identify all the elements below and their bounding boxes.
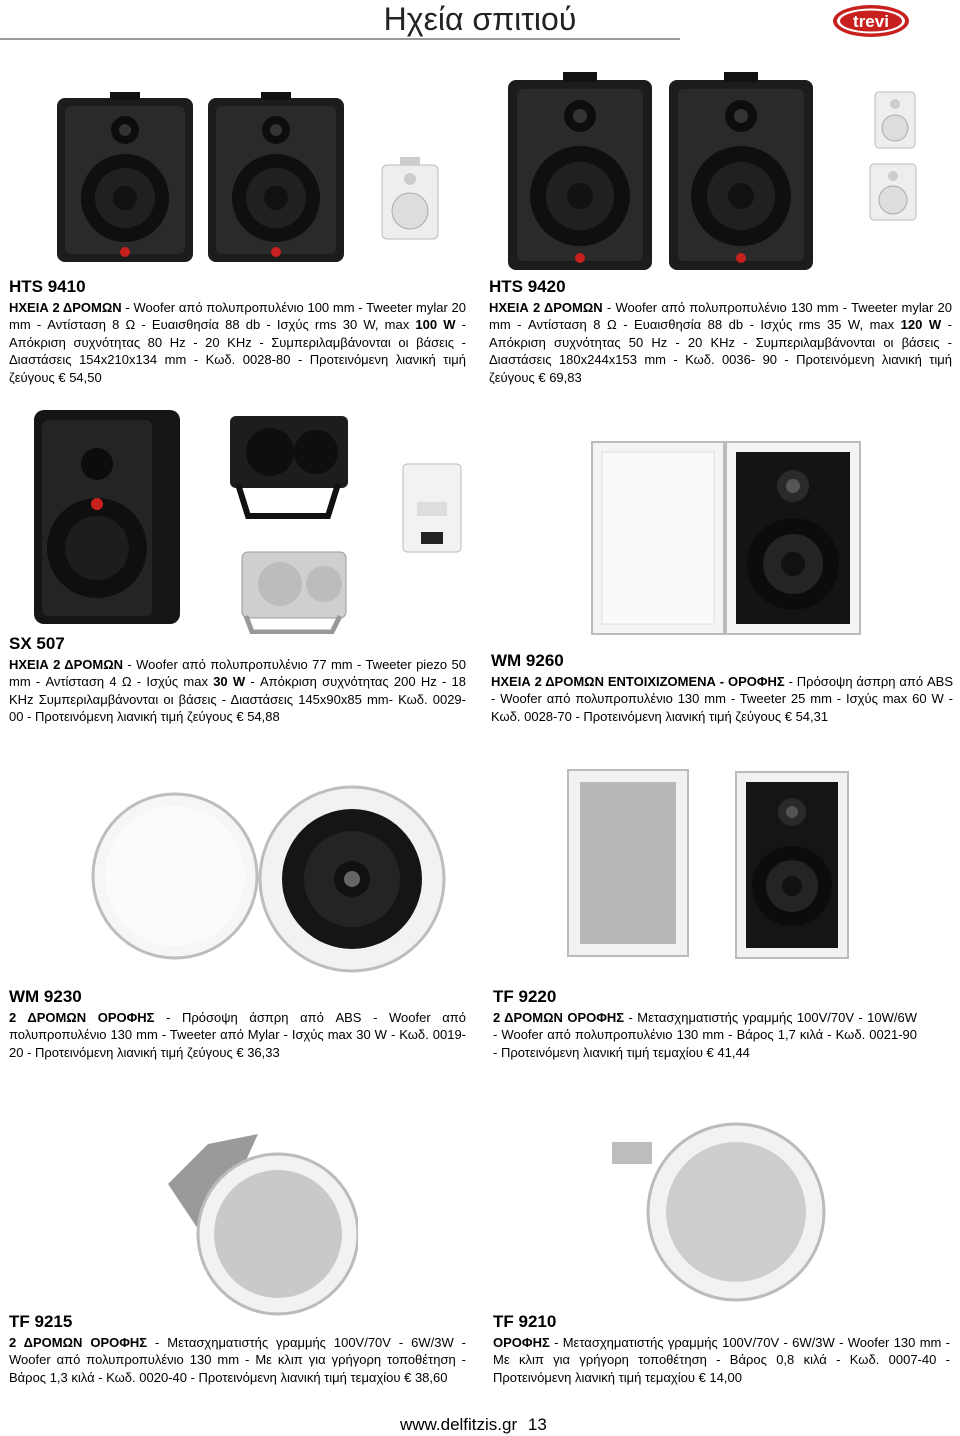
product-text: - Woofer από πολυπροπυλένιο 77 mm - Tweeter piezo 50 mm - Αντίσταση 4 Ω - Ισχύς max [9,657,467,690]
footer-url[interactable]: www.delfitzis.gr [400,1415,518,1434]
wm9230-description [9,987,466,1061]
tf9220-grille-image [566,768,690,958]
sx507-description [9,634,466,726]
page-title: Ηχεία σπιτιού [383,1,577,37]
hts9410-black-speaker-image-2 [206,92,346,264]
model-name: HTS 9420 [489,277,566,296]
page-header [0,0,960,40]
tf9220-speaker-image [734,770,850,960]
model-name: SX 507 [9,634,65,653]
hts9420-white-speaker-image-2 [866,160,922,222]
product-text: - Μετασχηματιστής γραμμής 100V/70V - 6W/3W - Woofer από πολυπροπυλένιο 130 mm - Με κλιπ για γρήγορη τοποθέτηση - Βάρος 1,3 κιλά - Κωδ. 0020-40 - Προτεινόμενη λιανική τιμή τεμαχίου € 38,60 [9,1335,466,1385]
product-text: - Πρόσοψη άσπρη από ABS - Woofer από πολυπροπυλένιο 130 mm - Tweeter από Mylar - Ισχύς max 30 W - Κωδ. 0019-20 - Προτεινόμενη λιανική τιμή ζεύγους € 36,33 [9,1010,466,1060]
model-name: WM 9230 [9,987,82,1006]
product-text-2: - Απόκριση συχνότητας 200 Hz - 18 KHz Συμπεριλαμβάνονται οι βάσεις - Διαστάσεις 145x90x85 mm- Κωδ. 0029-00 - Προτεινόμενη λιανική τιμή ζεύγους € 54,88 [9,674,466,725]
product-text: - Μετασχηματιστής γραμμής 100V/70V - 6W/3W - Woofer 130 mm - Με κλιπ για γρήγορη τοποθέτηση - Βάρος 0,8 κιλά - Κωδ. 0007-40 - Προτεινόμενη λιανική τιμή τεμαχίου € 14,00 [493,1335,950,1385]
sx507-black-speaker-image [32,408,182,626]
product-text: - Μετασχηματιστής γραμμής 100V/70V - 10W/6W - Woofer από πολυπροπυλένιο 130 mm - Βάρος 1,7 κιλά - Κωδ. 0021-90 - Προτεινόμενη λιανική τιμή τεμαχίου € 41,44 [493,1010,918,1060]
hts9420-black-speaker-image-2 [666,72,816,272]
sx507-compact-black-speaker-image [218,412,358,524]
model-name: HTS 9410 [9,277,86,296]
wm9260-description [491,651,953,725]
model-name: TF 9210 [493,1312,557,1331]
product-power: 30 W [213,674,246,690]
tf9210-description [493,1312,950,1386]
hts9410-white-speaker-image [378,157,442,241]
sx507-white-terminal-image [401,462,463,554]
model-name: TF 9215 [9,1312,73,1331]
product-text: - Woofer από πολυπροπυλένιο 130 mm - Tweeter mylar 20 mm - Αντίσταση 8 Ω - Ευαισθησία 88 db - Ισχύς rms 35 W, max [489,300,952,333]
hts9420-black-speaker-image [505,72,655,272]
wm9260-speaker-image [724,440,862,636]
product-lead: ΟΡΟΦΗΣ [493,1335,550,1350]
product-power: 100 W [415,317,456,333]
product-lead: ΗΧΕΙΑ 2 ΔΡΟΜΩΝ [9,300,122,315]
wm9260-white-grille-image [590,440,726,636]
hts9420-white-speaker-image [872,88,918,150]
tf9220-description [493,987,917,1061]
product-text: - Woofer από πολυπροπυλένιο 100 mm - Tweeter mylar 20 mm - Αντίσταση 8 Ω - Ευαισθησία 88 db - Ισχύς rms 30 W, max [9,300,466,333]
hts9410-black-speaker-image [55,92,195,264]
product-lead: 2 ΔΡΟΜΩΝ ΟΡΟΦΗΣ [9,1335,148,1350]
product-lead: 2 ΔΡΟΜΩΝ ΟΡΟΦΗΣ [9,1010,155,1025]
sx507-silver-speaker-image [232,546,352,634]
tf9215-description [9,1312,466,1386]
page-number: 13 [527,1415,547,1434]
model-name: WM 9260 [491,651,564,670]
product-power: 120 W [900,317,942,333]
product-text-2: - Απόκριση συχνότητας 50 Hz - 20 KHz - Συμπεριλαμβάνονται οι βάσεις - Διαστάσεις 180x244x153 mm - Κωδ. 0036- 90 - Προτεινόμενη λιανική τιμή ζεύγους € 69,83 [489,317,952,385]
product-text: - Πρόσοψη άσπρη από ABS - Woofer από πολυπροπυλένιο 130 mm - Tweeter 25 mm - Ισχύς max 60 W - Κωδ. 0028-70 - Προτεινόμενη λιανική τιμή ζεύγους € 54,31 [491,674,953,724]
product-text-2: - Απόκριση συχνότητας 80 Hz - 20 KHz - Συμπεριλαμβάνονται οι βάσεις - Διαστάσεις 154x210x134 mm - Κωδ. 0028-80 - Προτεινόμενη λιανική τιμή ζεύγους € 54,50 [9,317,466,385]
logo-text: trevi [853,12,889,31]
wm9230-white-grille-image [80,792,270,960]
page-footer [400,1414,553,1436]
hts9420-description [489,277,952,386]
product-lead: ΗΧΕΙΑ 2 ΔΡΟΜΩΝ [9,657,124,672]
product-lead: ΗΧΕΙΑ 2 ΔΡΟΜΩΝ ΕΝΤΟΙΧΙΖΟΜΕΝΑ - ΟΡΟΦΗΣ [491,674,785,689]
tf9210-ceiling-speaker-image [610,1112,830,1314]
model-name: TF 9220 [493,987,557,1006]
hts9410-description [9,277,466,386]
tf9215-ceiling-speaker-image [148,1124,358,1320]
product-lead: ΗΧΕΙΑ 2 ΔΡΟΜΩΝ [489,300,603,315]
trevi-logo [832,4,910,38]
product-lead: 2 ΔΡΟΜΩΝ ΟΡΟΦΗΣ [493,1010,625,1025]
wm9230-speaker-image [252,784,452,974]
